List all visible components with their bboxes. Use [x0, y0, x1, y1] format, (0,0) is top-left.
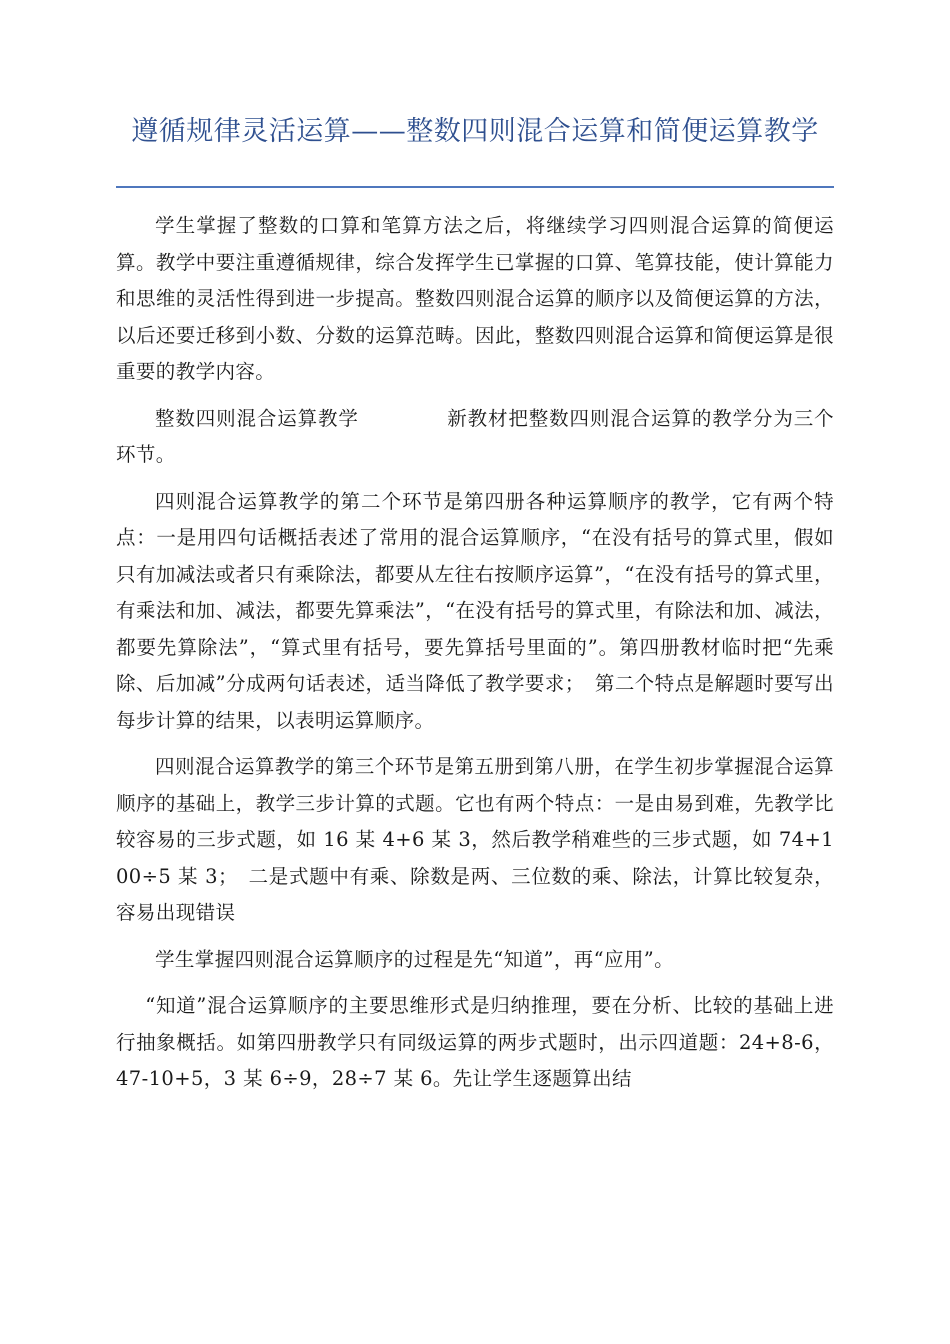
section-heading: 整数四则混合运算教学 — [155, 406, 359, 430]
paragraph-know-apply: 学生掌握四则混合运算顺序的过程是先“知道”，再“应用”。 — [155, 947, 675, 971]
paragraph-third-stage: 四则混合运算教学的第三个环节是第五册到第八册，在学生初步掌握混合运算顺序的基础上，教学三步计算的式题。它也有两个特点：一是由易到难，先教学比较容易的三步式题，如 16 某 4+6 某 3，然后教学稍难些的三步式题，如 74+100÷5 某 3； 二是式题中有乘、除数是两、三位数的乘、除法，计算比较复杂，容易出现错误 — [116, 755, 834, 924]
paragraph-knowing: “知道”混合运算顺序的主要思维形式是归纳推理，要在分析、比较的基础上进行抽象概括。如第四册教学只有同级运算的两步式题时，出示四道题：24+8-6，47-10+5，3 某 6÷9，28÷7 某 6。先让学生逐题算出结 — [116, 994, 834, 1090]
title-underline — [116, 186, 834, 188]
section-text: 新教材把整数四则混合运算的教学分为三个环节。 — [116, 406, 834, 466]
paragraph-second-stage: 四则混合运算教学的第二个环节是第四册各种运算顺序的教学，它有两个特点：一是用四句话概括表述了常用的混合运算顺序，“在没有括号的算式里，假如只有加减法或者只有乘除法，都要从左往右按顺序运算”，“在没有括号的算式里，有乘法和加、减法，都要先算乘法”，“在没有括号的算式里，有除法和加、减法，都要先算除法”，“算式里有括号，要先算括号里面的”。第四册教材临时把“先乘除、后加减”分成两句话表述，适当降低了教学要求； 第二个特点是解题时要写出每步计算的结果，以表明运算顺序。 — [116, 489, 834, 732]
document-title: 遵循规律灵活运算——整数四则混合运算和简便运算教学 — [131, 116, 819, 147]
document-body — [116, 208, 834, 1108]
paragraph-section-intro — [116, 401, 834, 474]
paragraph-intro: 学生掌握了整数的口算和笔算方法之后，将继续学习四则混合运算的简便运算。教学中要注重遵循规律，综合发挥学生已掌握的口算、笔算技能，使计算能力和思维的灵活性得到进一步提高。整数四则混合运算的顺序以及简便运算的方法，以后还要迁移到小数、分数的运算范畴。因此，整数四则混合运算和简便运算是很重要的教学内容。 — [116, 214, 834, 383]
